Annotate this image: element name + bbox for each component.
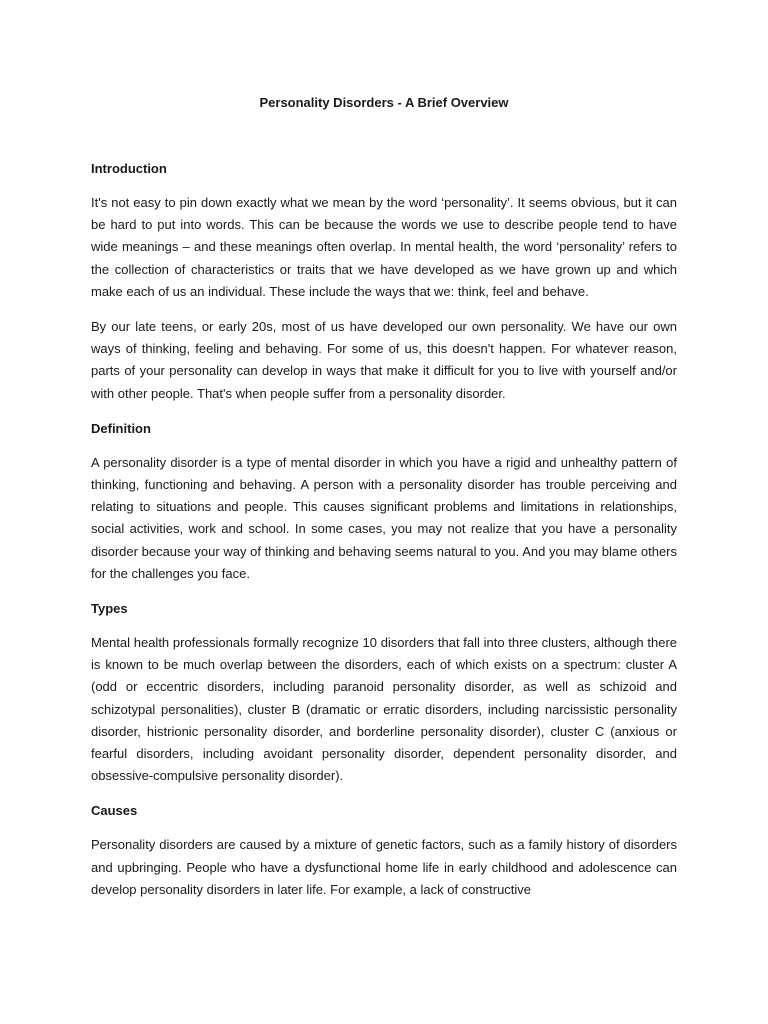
- paragraph: Mental health professionals formally recognize 10 disorders that fall into three clusters, although there is known to be much overlap between the disorders, each of which exists on a spectrum: cluster A (odd or eccentric disorders, including paranoid personality disorder, as well as schizoid and schizotypal personalities), cluster B (dramatic or erratic disorders, including narcissistic personality disorder, histrionic personality disorder, and borderline personality disorder), cluster C (anxious or fearful disorders, including avoidant personality disorder, dependent personality disorder, and obsessive-compulsive personality disorder).: [91, 635, 677, 784]
- paragraph: By our late teens, or early 20s, most of us have developed our own personality. We have our own ways of thinking, feeling and behaving. For some of us, this doesn't happen. For whatever reason, parts of your personality can develop in ways that make it difficult for you to live with yourself and/or with other people. That's when people suffer from a personality disorder.: [91, 319, 677, 401]
- paragraph: Personality disorders are caused by a mixture of genetic factors, such as a family history of disorders and upbringing. People who have a dysfunctional home life in early childhood and adolescence can develop personality disorders in later life. For example, a lack of constructive: [91, 837, 677, 897]
- section-heading-introduction: Introduction: [91, 161, 167, 176]
- document-body: [91, 92, 677, 901]
- paragraph: It's not easy to pin down exactly what we mean by the word ‘personality’. It seems obvious, but it can be hard to put into words. This can be because the words we use to describe people tend to have wide meanings – and these meanings often overlap. In mental health, the word ‘personality’ refers to the collection of characteristics or traits that we have developed as we have grown up and which make each of us an individual. These include the ways that we: think, feel and behave.: [91, 195, 677, 299]
- paragraph: A personality disorder is a type of mental disorder in which you have a rigid and unhealthy pattern of thinking, functioning and behaving. A person with a personality disorder has trouble perceiving and relating to situations and people. This causes significant problems and limitations in relationships, social activities, work and school. In some cases, you may not realize that you have a personality disorder because your way of thinking and behaving seems natural to you. And you may blame others for the challenges you face.: [91, 454, 677, 581]
- section-heading-types: Types: [91, 601, 128, 617]
- section-heading-definition: Definition: [91, 420, 151, 436]
- section-heading-causes: Causes: [91, 803, 138, 819]
- document-title: Personality Disorders - A Brief Overview: [259, 95, 509, 110]
